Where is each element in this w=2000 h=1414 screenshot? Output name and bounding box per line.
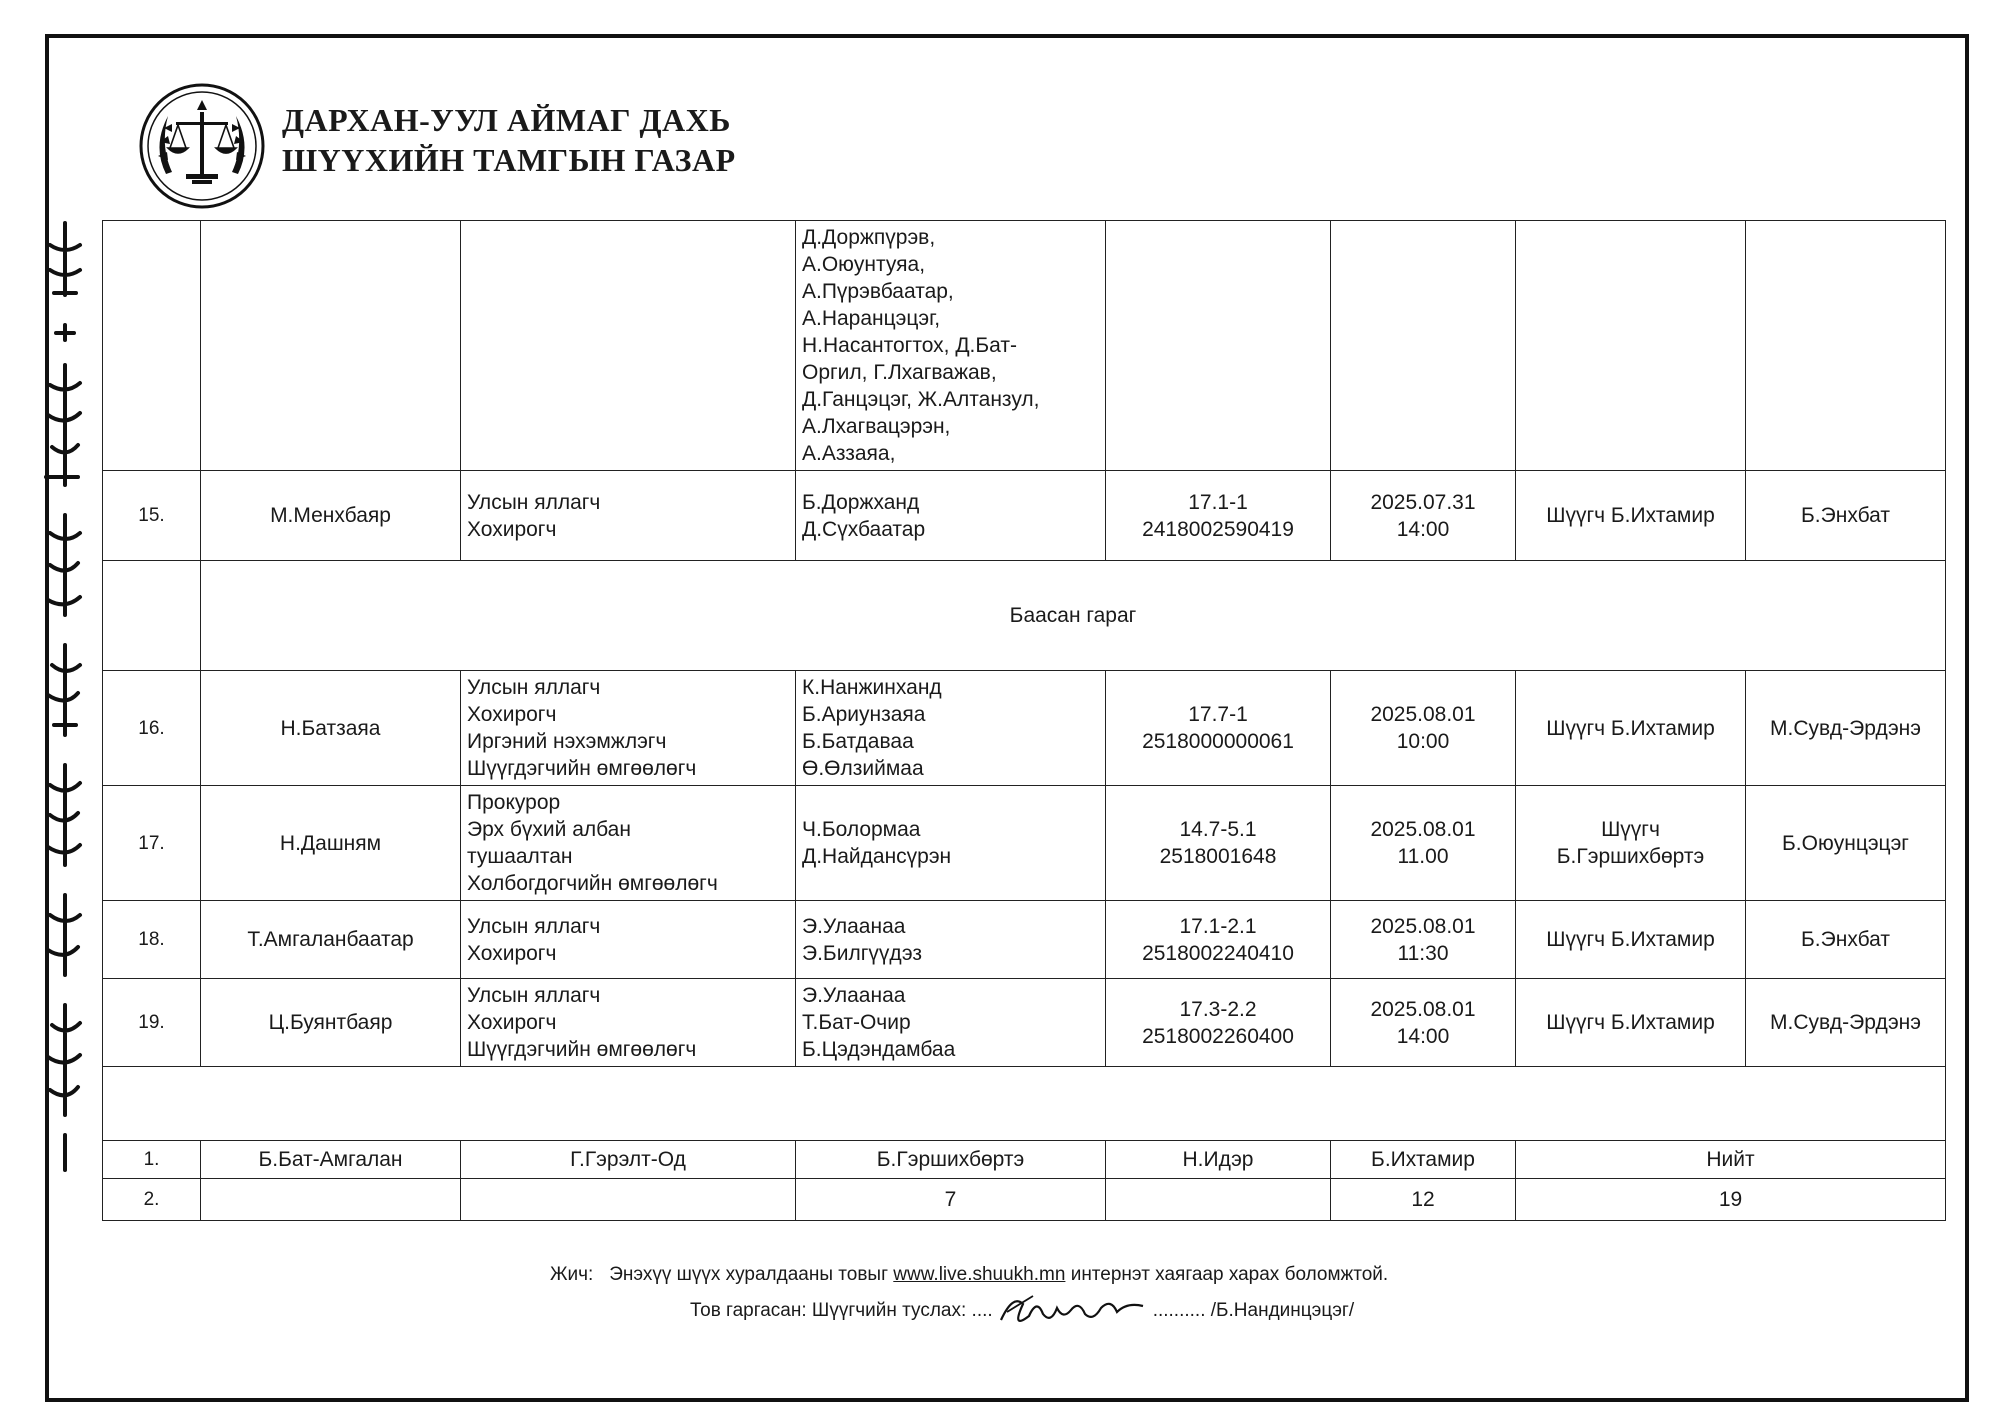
total-value: 19 xyxy=(1516,1179,1946,1221)
spacer-row xyxy=(103,1067,1946,1141)
count-value: 7 xyxy=(796,1179,1106,1221)
note-label: Жич: xyxy=(550,1264,594,1285)
table-row xyxy=(103,221,1946,471)
article-cell: 14.7-5.1 2518001648 xyxy=(1106,786,1331,901)
note-tail: интернэт хаягаар харах боломжтой. xyxy=(1070,1264,1389,1285)
datetime-cell: 2025.08.01 14:00 xyxy=(1331,979,1516,1067)
judge-cell: Шүүгч Б.Ихтамир xyxy=(1516,901,1746,979)
clerk-cell: Б.Оюунцэцэг xyxy=(1746,786,1946,901)
table-row xyxy=(103,786,1946,901)
datetime-cell: 2025.08.01 10:00 xyxy=(1331,671,1516,786)
day-header-row xyxy=(103,561,1946,671)
court-schedule-table xyxy=(102,220,1946,1221)
participants-cell: Б.Доржханд Д.Сүхбаатар xyxy=(796,471,1106,561)
prepared-by-label: Тов гаргасан: Шүүгчийн туслах: .... xyxy=(690,1300,993,1321)
vertical-mongolian-script xyxy=(36,215,94,1175)
defendant-name: М.Менхбаяр xyxy=(201,471,461,561)
article-cell: 17.7-1 2518000000061 xyxy=(1106,671,1331,786)
defendant-name: Ц.Буянтбаяр xyxy=(201,979,461,1067)
datetime-cell: 2025.08.01 11.00 xyxy=(1331,786,1516,901)
judge-name: Б.Бат-Амгалан xyxy=(201,1141,461,1179)
org-line-1: ДАРХАН-УУЛ АЙМАГ ДАХЬ xyxy=(282,102,731,138)
judge-name: Б.Ихтамир xyxy=(1331,1141,1516,1179)
clerk-cell: Б.Энхбат xyxy=(1746,471,1946,561)
parties-cell: Прокурор Эрх бүхий албан тушаалтан Холбогдогчийн өмгөөлөгч xyxy=(461,786,796,901)
case-number: 19. xyxy=(103,979,201,1067)
clerk-name: /Б.Нандинцэцэг/ xyxy=(1210,1300,1355,1321)
judge-cell: Шүүгч Б.Гэршихбөртэ xyxy=(1516,786,1746,901)
parties-cell: Улсын яллагч Хохирогч Шүүгдэгчийн өмгөөлөгч xyxy=(461,979,796,1067)
participants-cell: Д.Доржпүрэв, А.Оюунтуяа, А.Пүрэвбаатар, А.Наранцэцэг, Н.Насантогтох, Д.Бат- Оргил, Г.Лхагважав, Д.Ганцэцэг, Ж.Алтанзул, А.Лхагвацэрэн, А.Аззаяа, xyxy=(796,221,1106,471)
judge-name: Н.Идэр xyxy=(1106,1141,1331,1179)
parties-cell: Улсын яллагч Хохирогч xyxy=(461,471,796,561)
note-text: Энэхүү шүүх хуралдааны товыг xyxy=(609,1264,889,1285)
clerk-cell: М.Сувд-Эрдэнэ xyxy=(1746,979,1946,1067)
case-number: 17. xyxy=(103,786,201,901)
judge-name: Б.Гэршихбөртэ xyxy=(796,1141,1106,1179)
judge-cell: Шүүгч Б.Ихтамир xyxy=(1516,979,1746,1067)
summary-row: 2. 7 12 19 xyxy=(103,1179,1946,1221)
table-row xyxy=(103,979,1946,1067)
judge-name: Г.Гэрэлт-Од xyxy=(461,1141,796,1179)
judge-cell: Шүүгч Б.Ихтамир xyxy=(1516,671,1746,786)
parties-cell: Улсын яллагч Хохирогч xyxy=(461,901,796,979)
table-row xyxy=(103,671,1946,786)
day-header: Баасан гараг xyxy=(201,561,1946,671)
defendant-name: Н.Батзаяа xyxy=(201,671,461,786)
case-number: 18. xyxy=(103,901,201,979)
defendant-name: Т.Амгаланбаатар xyxy=(201,901,461,979)
article-cell: 17.3-2.2 2518002260400 xyxy=(1106,979,1331,1067)
datetime-cell: 2025.07.31 14:00 xyxy=(1331,471,1516,561)
participants-cell: Э.Улаанаа Т.Бат-Очир Б.Цэдэндамбаа xyxy=(796,979,1106,1067)
participants-cell: Ч.Болормаа Д.Найдансүрэн xyxy=(796,786,1106,901)
clerk-cell: Б.Энхбат xyxy=(1746,901,1946,979)
participants-cell: К.Нанжинханд Б.Ариунзаяа Б.Батдаваа Ө.Өлзиймаа xyxy=(796,671,1106,786)
participants-cell: Э.Улаанаа Э.Билгүүдэз xyxy=(796,901,1106,979)
summary-row: 1. Б.Бат-Амгалан Г.Гэрэлт-Од Б.Гэршихбөртэ Н.Идэр Б.Ихтамир Нийт xyxy=(103,1141,1946,1179)
total-label: Нийт xyxy=(1516,1141,1946,1179)
article-cell: 17.1-1 2418002590419 xyxy=(1106,471,1331,561)
signature xyxy=(993,1290,1153,1330)
judge-cell: Шүүгч Б.Ихтамир xyxy=(1516,471,1746,561)
defendant-name: Н.Дашням xyxy=(201,786,461,901)
table-row xyxy=(103,901,1946,979)
clerk-cell: М.Сувд-Эрдэнэ xyxy=(1746,671,1946,786)
case-number: 15. xyxy=(103,471,201,561)
table-row xyxy=(103,471,1946,561)
datetime-cell: 2025.08.01 11:30 xyxy=(1331,901,1516,979)
organization-title xyxy=(282,100,736,180)
parties-cell: Улсын яллагч Хохирогч Иргэний нэхэмжлэгч Шүүгдэгчийн өмгөөлөгч xyxy=(461,671,796,786)
court-emblem-logo xyxy=(138,82,266,210)
article-cell: 17.1-2.1 2518002240410 xyxy=(1106,901,1331,979)
case-number: 16. xyxy=(103,671,201,786)
org-line-2: ШҮҮХИЙН ТАМГЫН ГАЗАР xyxy=(282,142,736,178)
website-link[interactable]: www.live.shuukh.mn xyxy=(893,1264,1066,1285)
count-value: 12 xyxy=(1331,1179,1516,1221)
